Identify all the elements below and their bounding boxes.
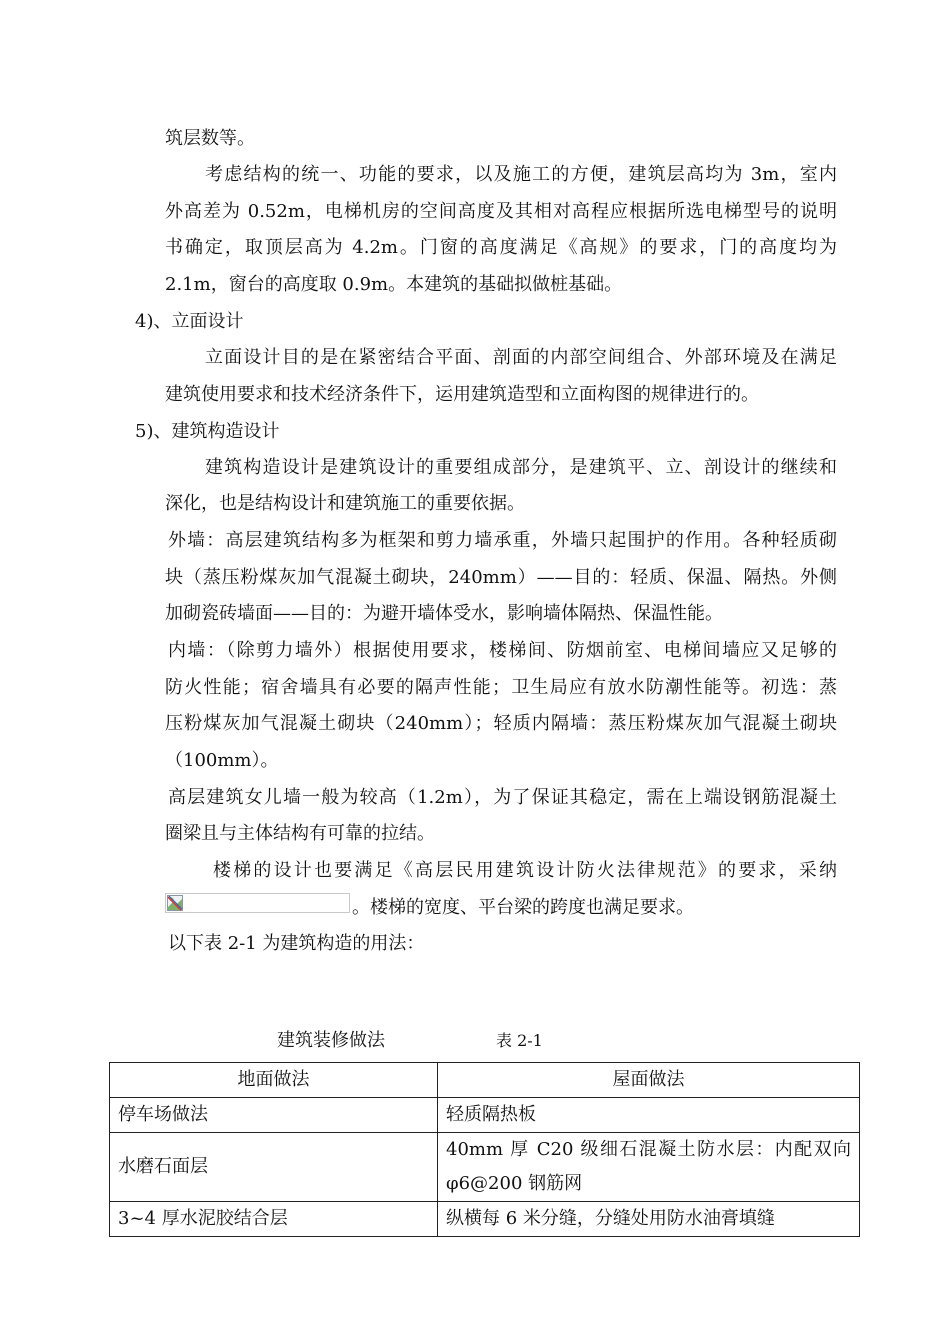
table-cell: 纵横每 6 米分缝，分缝处用防水油膏填缝 [438,1202,860,1237]
paragraph-line: 立面设计目的是在紧密结合平面、剖面的内部空间组合、外部环境及在满足 [205,347,837,368]
table-row [110,1098,860,1133]
table-cell: 3~4 厚水泥胶结合层 [110,1202,438,1237]
table-caption-number: 表 2-1 [496,1031,543,1050]
paragraph-line: 书确定，取顶层高为 4.2m。门窗的高度满足《高规》的要求，门的高度均为 [165,237,837,258]
paragraph-line: 以下表 2-1 为建筑构造的用法： [168,933,425,954]
paragraph-line: 建筑构造设计是建筑设计的重要组成部分，是建筑平、立、剖设计的继续和 [205,457,837,478]
table-caption-title: 建筑装修做法 [277,1030,385,1051]
paragraph-line: 高层建筑女儿墙一般为较高（1.2m），为了保证其稳定，需在上端设钢筋混凝土 [168,787,837,808]
paragraph-line: （100mm）。 [165,750,279,771]
table-header-cell: 地面做法 [110,1063,438,1098]
paragraph-line: 外墙：高层建筑结构多为框架和剪力墙承重，外墙只起围护的作用。各种轻质砌 [168,530,837,551]
paragraph-line: 内墙：（除剪力墙外）根据使用要求，楼梯间、防烟前室、电梯间墙应又足够的 [168,640,837,661]
table-cell-line: 40mm 厚 C20 级细石混凝土防水层：内配双向 [446,1139,851,1160]
section-heading: 5)、建筑构造设计 [135,421,280,442]
table-cell: 水磨石面层 [110,1133,438,1202]
table-row [110,1133,860,1202]
section-heading: 4)、立面设计 [135,311,244,332]
paragraph-line: 圈梁且与主体结构有可靠的拉结。 [165,823,435,844]
paragraph-line: 压粉煤灰加气混凝土砌块（240mm）；轻质内隔墙：蒸压粉煤灰加气混凝土砌块 [165,713,837,734]
paragraph-line: 筑层数等。 [165,128,255,149]
paragraph-line: 块（蒸压粉煤灰加气混凝土砌块，240mm）——目的：轻质、保温、隔热。外侧 [165,567,837,588]
table-row [110,1202,860,1237]
decoration-table [109,1062,860,1237]
table-cell-multiline [438,1133,860,1202]
broken-image-icon [167,895,183,911]
table-cell-line: φ6@200 钢筋网 [446,1173,583,1194]
table-header-cell: 屋面做法 [438,1063,860,1098]
table-cell: 停车场做法 [110,1098,438,1133]
paragraph-line: 深化，也是结构设计和建筑施工的重要依据。 [165,493,525,514]
paragraph-line: 建筑使用要求和技术经济条件下，运用建筑造型和立面构图的规律进行的。 [165,384,759,405]
table-cell: 轻质隔热板 [438,1098,860,1133]
table-header-row [110,1063,860,1098]
paragraph-line: 考虑结构的统一、功能的要求，以及施工的方便，建筑层高均为 3m，室内 [205,164,837,185]
paragraph-line: 防火性能；宿舍墙具有必要的隔声性能；卫生局应有放水防潮性能等。初选：蒸 [165,677,837,698]
broken-image-placeholder [165,893,350,913]
paragraph-line: 。楼梯的宽度、平台梁的跨度也满足要求。 [352,897,694,918]
paragraph-line: 加砌瓷砖墙面——目的：为避开墙体受水，影响墙体隔热、保温性能。 [165,603,723,624]
paragraph-line: 外高差为 0.52m，电梯机房的空间高度及其相对高程应根据所选电梯型号的说明 [165,201,837,222]
paragraph-line: 楼梯的设计也要满足《高层民用建筑设计防火法律规范》的要求，采纳 [213,860,837,881]
paragraph-line: 2.1m，窗台的高度取 0.9m。本建筑的基础拟做桩基础。 [165,274,623,295]
